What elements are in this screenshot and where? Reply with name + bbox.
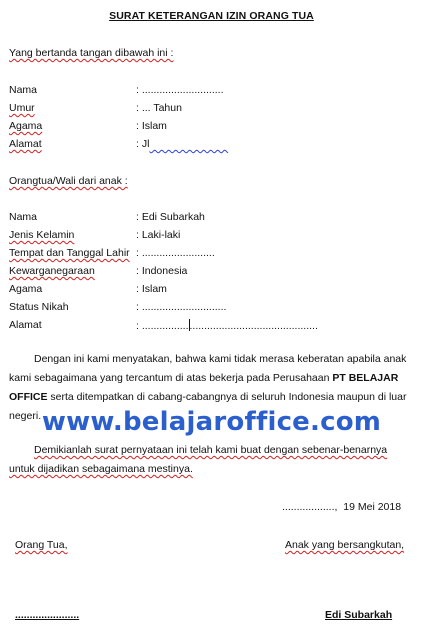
child-birth-label: Tempat dan Tanggal Lahir xyxy=(9,247,130,259)
statement-part1: Dengan ini kami menyatakan, bahwa kami tidak merasa keberatan apabila anak kami sebagaimana yang tercantum di atas bekerja pada Perusahaan xyxy=(9,353,407,384)
parent-address-value: : Jl xyxy=(136,138,150,150)
intro-text: Yang bertanda tangan dibawah ini : xyxy=(9,47,174,59)
parent-age-value: : ... Tahun xyxy=(136,102,182,114)
child-marital-value: : ............................. xyxy=(136,301,227,313)
address-placeholder-mark xyxy=(149,138,228,150)
parent-name-label: Nama xyxy=(9,84,38,96)
child-religion-label: Agama xyxy=(9,283,43,295)
company-name: PT BELAJAR OFFICE xyxy=(9,372,399,403)
child-address-value-b: ............................................ xyxy=(189,320,318,332)
date-place: .................., xyxy=(282,501,338,513)
child-signature-name: Edi Subarkah xyxy=(325,609,393,621)
parent-religion-label: Agama xyxy=(9,120,43,132)
watermark-text: www.belajaroffice.com xyxy=(41,407,382,437)
child-name-value: : Edi Subarkah xyxy=(136,211,205,223)
child-marital-label xyxy=(9,301,69,314)
child-gender-value: : Laki-laki xyxy=(136,229,181,241)
child-birth-value: : ......................... xyxy=(136,247,215,259)
parent-signature-label: Orang Tua, xyxy=(15,539,68,551)
child-marital-label-text: Status Nikah xyxy=(9,301,69,313)
child-address-value-a: : ................ xyxy=(136,320,189,332)
parent-age-label: Umur xyxy=(9,102,35,114)
parent-religion-value: : Islam xyxy=(136,120,167,132)
child-nationality-value: : Indonesia xyxy=(136,265,188,277)
closing-text: Demikianlah surat pernyataan ini telah kami buat dengan sebenar-benarnya untuk dijadikan sebagaimana mestinya. xyxy=(9,444,388,475)
document-title: SURAT KETERANGAN IZIN ORANG TUA xyxy=(109,10,314,22)
parent-name-value: : ............................ xyxy=(136,84,224,96)
child-religion-value: : Islam xyxy=(136,283,167,295)
parent-address-field xyxy=(136,138,228,151)
guardian-heading: Orangtua/Wali dari anak : xyxy=(9,175,128,187)
statement-part2: serta ditempatkan di cabang-cabangnya di seluruh Indonesia maupun di luar negeri. xyxy=(9,391,407,422)
parent-signature-name: ...................... xyxy=(15,609,80,621)
date-value: 19 Mei 2018 xyxy=(343,501,402,513)
child-nationality-label: Kewarganegaraan xyxy=(9,265,95,277)
child-gender-label: Jenis Kelamin xyxy=(9,229,75,241)
child-signature-label: Anak yang bersangkutan, xyxy=(285,539,405,551)
child-name-label: Nama xyxy=(9,211,38,223)
date-line xyxy=(282,501,401,514)
closing-paragraph xyxy=(9,441,409,479)
child-address-field[interactable] xyxy=(136,319,318,333)
parent-address-label: Alamat xyxy=(9,138,42,150)
child-address-label: Alamat xyxy=(9,319,42,331)
